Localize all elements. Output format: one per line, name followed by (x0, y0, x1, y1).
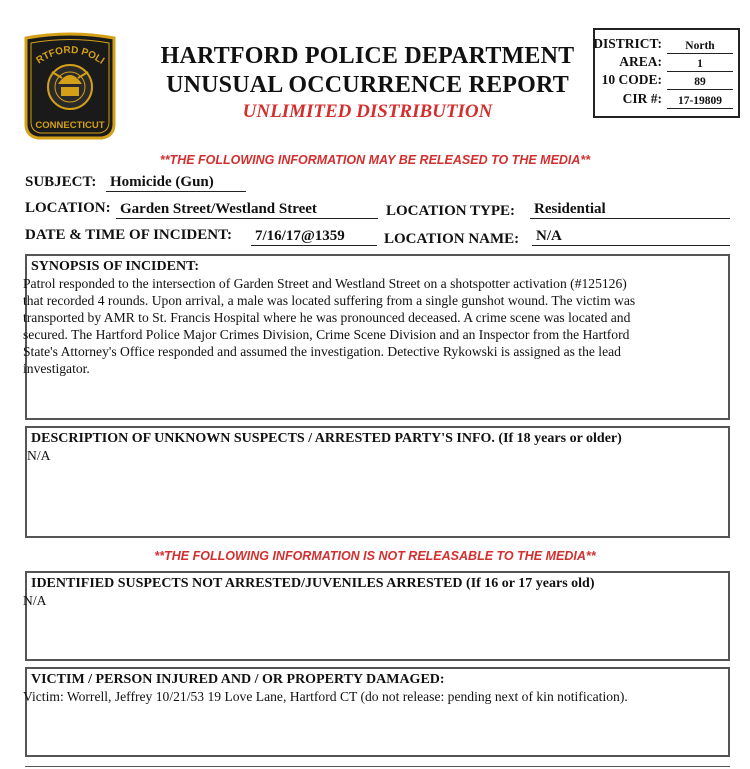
datetime-label: DATE & TIME OF INCIDENT: (25, 227, 232, 243)
synopsis-body (23, 275, 728, 377)
synopsis-line: Patrol responded to the intersection of Garden Street and Westland Street on a shotspotter activation (#125126) (23, 276, 627, 291)
synopsis-line: investigator. (23, 361, 90, 376)
badge-bottom-text: CONNECTICUT (35, 120, 105, 131)
victim-title: VICTIM / PERSON INJURED AND / OR PROPERTY DAMAGED: (31, 672, 445, 687)
location-name-value: N/A (532, 227, 730, 246)
not-releasable-notice: **THE FOLLOWING INFORMATION IS NOT RELEASABLE TO THE MEDIA** (154, 549, 596, 563)
location-value: Garden Street/Westland Street (116, 200, 378, 219)
district-label: DISTRICT: (593, 36, 662, 51)
location-type-label: LOCATION TYPE: (386, 203, 516, 219)
unknown-suspects-section (25, 426, 730, 538)
badge-icon (22, 32, 118, 148)
location-label: LOCATION: (25, 200, 111, 216)
identified-suspects-section (25, 571, 730, 661)
department-title: HARTFORD POLICE DEPARTMENT (160, 43, 575, 69)
media-release-notice: **THE FOLLOWING INFORMATION MAY BE RELEASED TO THE MEDIA** (159, 153, 591, 167)
synopsis-line: transported by AMR to St. Francis Hospital where he was pronounced deceased. A crime scene was located and (23, 310, 631, 325)
ten-code-row (595, 72, 738, 90)
ten-code-value: 89 (667, 75, 733, 90)
location-type-value: Residential (530, 200, 730, 219)
identified-suspects-body: N/A (23, 593, 47, 608)
district-value: North (667, 39, 733, 54)
cir-row (595, 91, 738, 109)
synopsis-section (25, 254, 730, 420)
district-info-box (593, 28, 740, 118)
victim-body: Victim: Worrell, Jeffrey 10/21/53 19 Love Lane, Hartford CT (do not release: pending next of kin notification). (23, 689, 628, 704)
unknown-suspects-title: DESCRIPTION OF UNKNOWN SUSPECTS / ARRESTED PARTY'S INFO. (If 18 years or older) (31, 431, 622, 446)
bottom-divider (25, 766, 730, 767)
subject-label: SUBJECT: (25, 174, 97, 190)
unknown-suspects-body: N/A (27, 448, 51, 463)
distribution-label: UNLIMITED DISTRIBUTION (242, 101, 493, 122)
police-badge-logo (22, 32, 118, 148)
cir-label: CIR #: (622, 91, 662, 106)
location-name-label: LOCATION NAME: (384, 231, 520, 247)
subject-value: Homicide (Gun) (106, 173, 246, 192)
synopsis-title: SYNOPSIS OF INCIDENT: (31, 259, 200, 274)
report-title: UNUSUAL OCCURRENCE REPORT (166, 72, 569, 98)
synopsis-line: State's Attorney's Office responded and assumed the investigation. Detective Rykowski is assigned as the lead (23, 344, 621, 359)
identified-suspects-title: IDENTIFIED SUSPECTS NOT ARRESTED/JUVENILES ARRESTED (If 16 or 17 years old) (31, 576, 595, 591)
synopsis-line: secured. The Hartford Police Major Crimes Division, Crime Scene Division and an Inspector from the Hartford (23, 327, 630, 342)
district-row (595, 36, 738, 54)
area-row (595, 54, 738, 72)
area-value: 1 (667, 57, 733, 72)
cir-value: 17-19809 (667, 94, 733, 109)
ten-code-label: 10 CODE: (601, 72, 662, 87)
datetime-value: 7/16/17@1359 (251, 227, 377, 246)
badge-top-text: RTFORD POLI (34, 44, 107, 67)
victim-section (25, 667, 730, 757)
area-label: AREA: (619, 54, 662, 69)
synopsis-line: that recorded 4 rounds. Upon arrival, a male was located suffering from a single gunshot wound. The victim was (23, 293, 636, 308)
